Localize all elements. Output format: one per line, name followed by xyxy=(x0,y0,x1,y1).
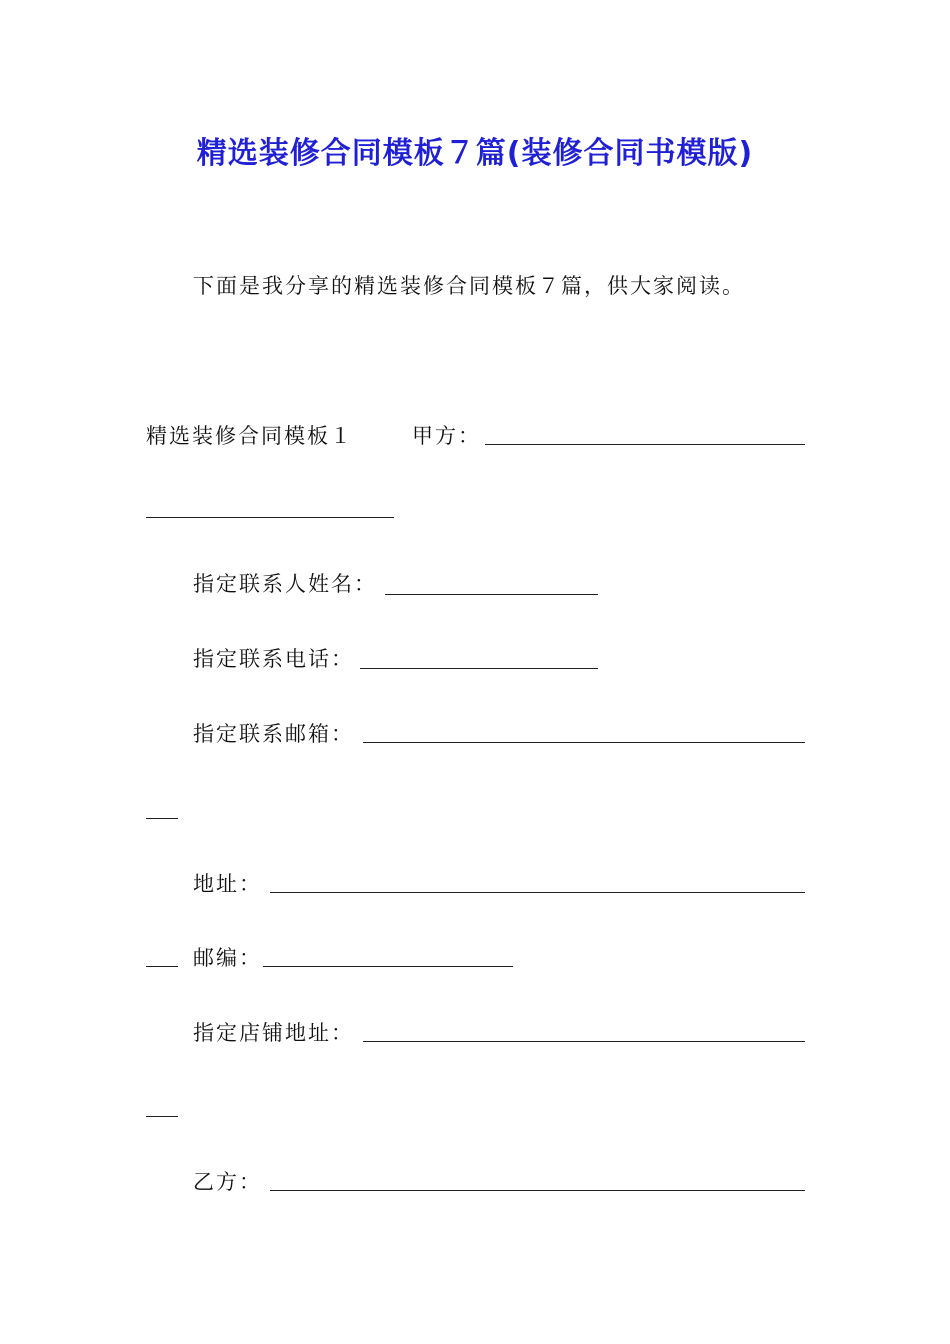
party-b-label: 乙方： xyxy=(193,1170,262,1194)
contact-phone-blank xyxy=(360,668,598,669)
party-a-label: 甲方： xyxy=(412,424,481,448)
store-address-blank xyxy=(363,1041,805,1042)
address-blank xyxy=(270,892,805,893)
contact-phone-label: 指定联系电话： xyxy=(193,647,354,671)
contact-name-label: 指定联系人姓名： xyxy=(193,572,377,596)
store-address-blank-continued xyxy=(146,1116,178,1117)
document-title: 精选装修合同模板７篇(装修合同书模版) xyxy=(196,136,754,171)
postcode-blank xyxy=(263,966,513,967)
store-address-label: 指定店铺地址： xyxy=(193,1021,354,1045)
intro-text: 下面是我分享的精选装修合同模板７篇，供大家阅读。 xyxy=(193,274,745,298)
postcode-label: 邮编： xyxy=(193,946,262,970)
party-a-blank xyxy=(485,444,805,445)
address-label: 地址： xyxy=(193,872,262,896)
party-b-blank xyxy=(270,1190,805,1191)
contact-email-blank-continued xyxy=(146,818,178,819)
contact-name-blank xyxy=(385,594,598,595)
party-a-blank-continued xyxy=(146,517,394,518)
contact-email-label: 指定联系邮箱： xyxy=(193,722,354,746)
section-heading: 精选装修合同模板１ xyxy=(146,424,353,448)
address-blank-continued xyxy=(146,966,178,967)
contact-email-blank xyxy=(363,742,805,743)
